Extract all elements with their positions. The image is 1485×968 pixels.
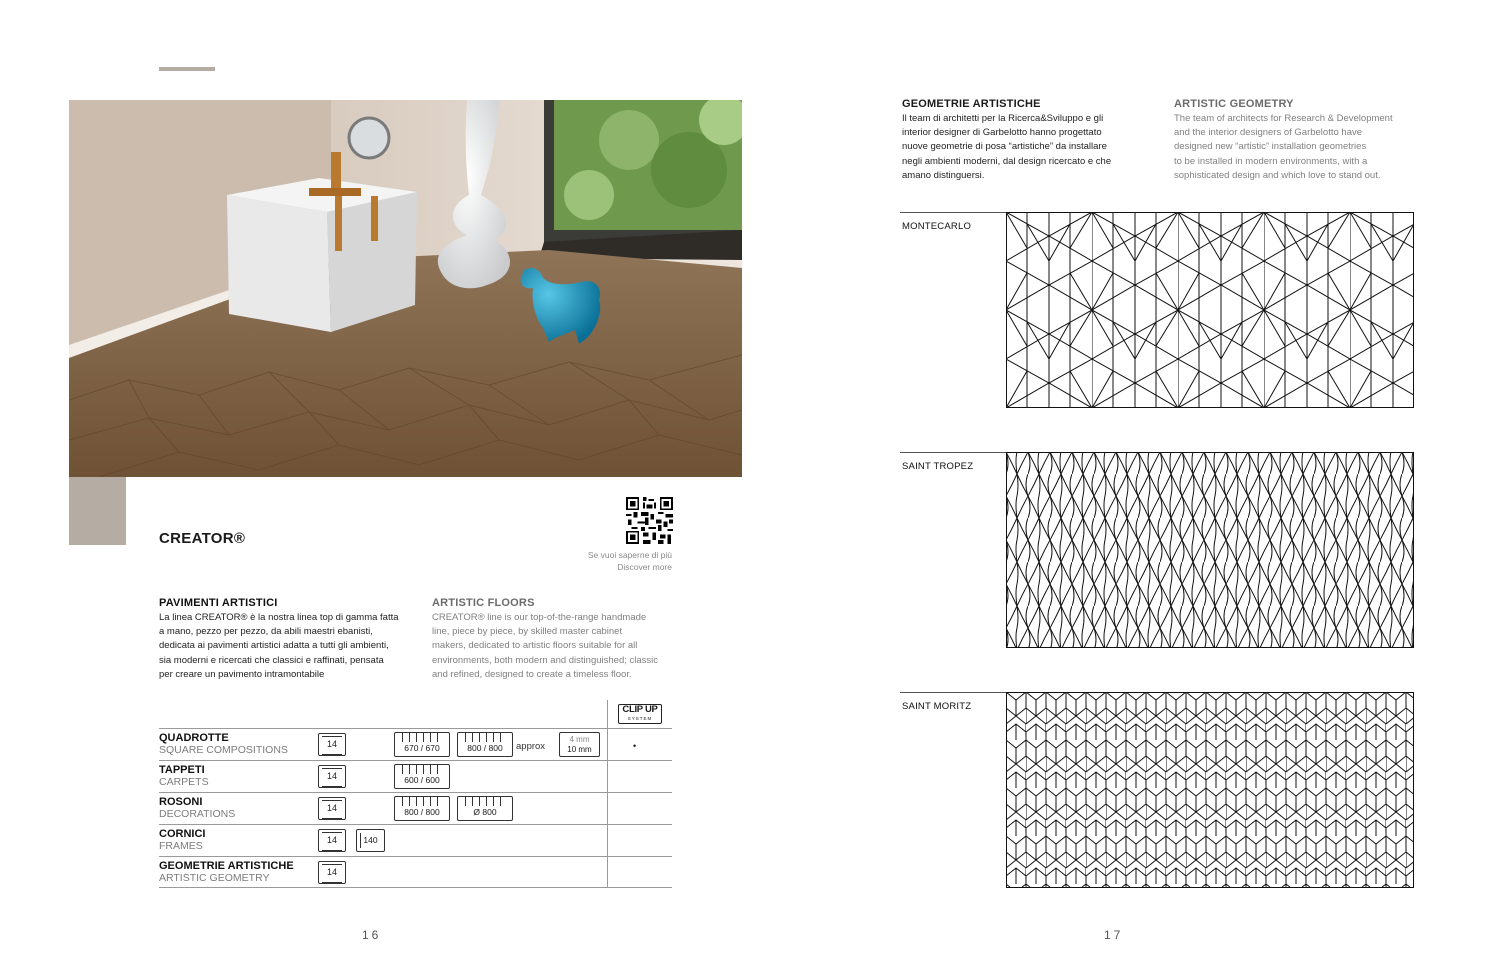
size-ruler-icon: 800 / 800 (394, 796, 450, 821)
geometry-description-english (1174, 98, 1419, 183)
row-name-it: TAPPETI (159, 764, 205, 776)
saint-moritz-pattern-drawing (1006, 692, 1414, 888)
qr-caption-it: Se vuoi saperne di più (587, 550, 672, 560)
row-name-en: SQUARE COMPOSITIONS (159, 744, 288, 756)
clip-up-dot: • (633, 741, 637, 751)
thickness-icon: 14 (318, 829, 346, 852)
geometry-description-italian (902, 98, 1147, 183)
montecarlo-pattern-drawing (1006, 212, 1414, 408)
pattern-saint-tropez (900, 452, 1414, 648)
table-row (159, 728, 672, 760)
description-text: The team of architects for Research & Development and the interior designers of Garbelotto have designed new “artistic” installation geometries to be installed in modern environments, with a sophisticated design and which love to stand out. (1174, 113, 1393, 181)
tolerance-box: 4 mm 10 mm (559, 732, 600, 757)
description-text: CREATOR® line is our top-of-the-range handmade line, piece by piece, by skilled master cabinet makers, dedicated to artistic floors suitable for all environments, both modern and distinguished; classic and refined, designed to create a timeless floor. (432, 612, 659, 680)
table-row (159, 760, 672, 792)
size-ruler-icon: 800 / 800 (457, 732, 513, 757)
row-name-en: FRAMES (159, 840, 203, 852)
table-row (159, 824, 672, 856)
thickness-icon: 14 (318, 797, 346, 820)
table-row (159, 856, 672, 888)
pattern-name: MONTECARLO (902, 221, 972, 232)
accent-bar (159, 67, 215, 71)
pattern-saint-moritz (900, 692, 1414, 888)
qr-caption-en: Discover more (617, 562, 672, 572)
size-ruler-icon: Ø 800 (457, 796, 513, 821)
size-ruler-icon: 670 / 670 (394, 732, 450, 757)
row-name-en: CARPETS (159, 776, 209, 788)
frame-width-icon: 140 (356, 829, 385, 852)
description-heading: GEOMETRIE ARTISTICHE (902, 98, 1041, 110)
clip-up-header (607, 700, 672, 728)
row-name-it: CORNICI (159, 828, 206, 840)
page-number: 17 (1104, 928, 1124, 942)
saint-tropez-pattern-drawing (1006, 452, 1414, 648)
left-page (0, 0, 742, 968)
description-heading: ARTISTIC FLOORS (432, 597, 535, 609)
description-text: Il team di architetti per la Ricerca&Sviluppo e gli interior designer di Garbelotto hanno progettato nuove geometrie di posa “artistiche” da installare negli ambienti moderni, dal design ricercato e che amano distinguersi. (902, 113, 1112, 181)
description-text: La linea CREATOR® è la nostra linea top di gamma fatta a mano, pezzo per pezzo, da abili maestri ebanisti, dedicata ai pavimenti artistici adatta a tutti gli ambienti, sia moderni e ricercati che classici e raffinati, pensata per creare un pavimento intramontabile (159, 612, 399, 680)
accent-block (69, 477, 126, 545)
page-number: 16 (362, 928, 382, 942)
qr-caption (588, 549, 672, 573)
thickness-icon: 14 (318, 861, 346, 884)
pattern-name: SAINT MORITZ (902, 701, 972, 712)
room-photo (69, 100, 742, 477)
description-english (432, 597, 677, 682)
size-ruler-icon: 600 / 600 (394, 764, 450, 789)
description-heading: ARTISTIC GEOMETRY (1174, 98, 1294, 110)
clip-up-logo: CLIP UP SYSTEM (618, 704, 661, 724)
description-heading: PAVIMENTI ARTISTICI (159, 597, 278, 609)
row-name-it: GEOMETRIE ARTISTICHE (159, 860, 294, 872)
approx-label: approx (516, 741, 546, 752)
product-title: CREATOR® (159, 530, 246, 547)
description-italian (159, 597, 414, 682)
thickness-icon: 14 (318, 765, 346, 788)
pattern-montecarlo (900, 212, 1414, 408)
right-page (742, 0, 1485, 968)
table-row (159, 792, 672, 824)
thickness-icon: 14 (318, 733, 346, 756)
pattern-name: SAINT TROPEZ (902, 461, 974, 472)
row-name-en: ARTISTIC GEOMETRY (159, 872, 270, 884)
row-name-it: QUADROTTE (159, 732, 229, 744)
qr-code[interactable] (626, 497, 673, 544)
row-name-en: DECORATIONS (159, 808, 236, 820)
row-name-it: ROSONI (159, 796, 203, 808)
